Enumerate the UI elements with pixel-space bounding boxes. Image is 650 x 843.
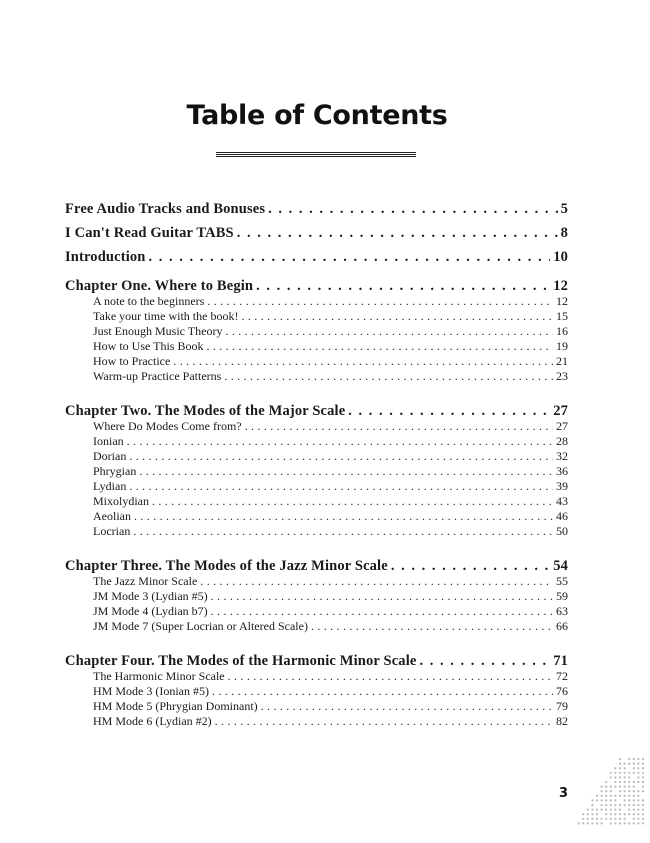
decorative-dot — [628, 813, 630, 815]
decorative-dot — [619, 786, 621, 788]
dot-leader — [152, 494, 553, 509]
toc-entry[interactable] — [65, 197, 568, 221]
decorative-dot — [642, 776, 644, 778]
toc-entry-label: Where Do Modes Come from? — [93, 419, 242, 433]
decorative-dot — [633, 772, 635, 774]
toc-entry-page: 59 — [556, 589, 568, 603]
decorative-dot — [582, 822, 584, 824]
toc-entry-label: The Jazz Minor Scale — [93, 574, 198, 588]
decorative-dot — [628, 786, 630, 788]
toc-entry-label: Aeolian — [93, 509, 131, 523]
decorative-dot — [587, 813, 589, 815]
decorative-dot — [610, 804, 612, 806]
decorative-dot — [614, 818, 616, 820]
toc-entry-label: Just Enough Music Theory — [93, 324, 223, 338]
decorative-dot — [614, 772, 616, 774]
decorative-dot — [637, 758, 639, 760]
decorative-dot — [591, 822, 593, 824]
toc-entry-label: Chapter One. Where to Begin — [65, 278, 254, 294]
decorative-dot — [637, 822, 639, 824]
toc-chapter-entry[interactable] — [65, 279, 568, 294]
dot-leader — [211, 589, 553, 604]
decorative-dot — [642, 799, 644, 801]
page-number: 3 — [559, 786, 569, 801]
decorative-dot — [628, 809, 630, 811]
decorative-dot — [642, 818, 644, 820]
toc-chapter-entry[interactable] — [65, 404, 568, 419]
decorative-dot — [610, 799, 612, 801]
decorative-dot — [582, 818, 584, 820]
toc-subentry[interactable] — [65, 604, 568, 619]
decorative-dot — [619, 772, 621, 774]
toc-entry-page: 32 — [556, 449, 568, 463]
toc-entry-page: 5 — [560, 201, 568, 217]
decorative-dot — [633, 799, 635, 801]
toc-entry-page: 23 — [556, 369, 568, 383]
decorative-dot — [596, 809, 598, 811]
dot-leader — [228, 669, 553, 684]
decorative-dot — [624, 786, 626, 788]
decorative-dot — [633, 822, 635, 824]
toc-subentry[interactable] — [65, 464, 568, 479]
decorative-dot — [637, 799, 639, 801]
toc-entry-page: 15 — [556, 309, 568, 323]
toc-entry-label: Dorian — [93, 449, 127, 463]
toc-entry-label: JM Mode 4 (Lydian b7) — [93, 604, 208, 618]
toc-subentry[interactable] — [65, 669, 568, 684]
toc-entry-label: JM Mode 3 (Lydian #5) — [93, 589, 208, 603]
toc-subentry[interactable] — [65, 354, 568, 369]
decorative-dot — [619, 776, 621, 778]
decorative-dot — [591, 804, 593, 806]
decorative-dot — [642, 813, 644, 815]
decorative-dot — [624, 799, 626, 801]
decorative-dot — [633, 804, 635, 806]
toc-entry-page: 16 — [556, 324, 568, 338]
toc-entry-page: 36 — [556, 464, 568, 478]
decorative-dot — [614, 786, 616, 788]
toc-entry-page: 66 — [556, 619, 568, 633]
decorative-dot — [633, 790, 635, 792]
dot-leader — [134, 509, 553, 524]
decorative-dot — [614, 776, 616, 778]
decorative-dot — [637, 790, 639, 792]
dot-leader — [215, 714, 553, 729]
toc-subentry[interactable] — [65, 419, 568, 434]
decorative-dot — [614, 781, 616, 783]
decorative-dot — [619, 781, 621, 783]
decorative-dot — [628, 795, 630, 797]
decorative-dot — [619, 790, 621, 792]
decorative-dot — [596, 795, 598, 797]
toc-entry-label: I Can't Read Guitar TABS — [65, 225, 234, 241]
toc-chapter-entry[interactable] — [65, 654, 568, 669]
toc-entry-label: Mixolydian — [93, 494, 149, 508]
toc-entry-label: Locrian — [93, 524, 131, 538]
dot-leader — [129, 479, 553, 494]
decorative-dot — [596, 822, 598, 824]
decorative-dot — [614, 813, 616, 815]
dot-leader — [261, 699, 553, 714]
toc-entry-page: 12 — [553, 278, 568, 294]
toc-subentry[interactable] — [65, 619, 568, 634]
dot-leader — [139, 464, 553, 479]
decorative-dot — [605, 809, 607, 811]
toc-subentry[interactable] — [65, 479, 568, 494]
toc-entry-page: 27 — [556, 419, 568, 433]
decorative-dot — [624, 772, 626, 774]
decorative-dot-pattern — [570, 755, 650, 830]
decorative-dot — [619, 763, 621, 765]
toc-entry-label: Phrygian — [93, 464, 137, 478]
decorative-dot — [628, 822, 630, 824]
decorative-dot — [642, 822, 644, 824]
decorative-dot — [624, 781, 626, 783]
decorative-dot — [624, 795, 626, 797]
toc-subentry[interactable] — [65, 589, 568, 604]
decorative-dot — [601, 790, 603, 792]
toc-entry[interactable] — [65, 245, 568, 269]
decorative-dot — [633, 767, 635, 769]
decorative-dot — [610, 772, 612, 774]
decorative-dot — [610, 795, 612, 797]
toc-entry-page: 10 — [553, 249, 568, 265]
decorative-dot — [619, 804, 621, 806]
toc-entry-label: HM Mode 3 (Ionian #5) — [93, 684, 209, 698]
toc-chapter-entry[interactable] — [65, 559, 568, 574]
decorative-dot — [628, 763, 630, 765]
decorative-dot — [637, 767, 639, 769]
toc-entry[interactable] — [65, 221, 568, 245]
decorative-dot — [610, 790, 612, 792]
dot-leader — [348, 404, 550, 419]
decorative-dot — [624, 776, 626, 778]
decorative-dot — [605, 818, 607, 820]
toc-subentry[interactable] — [65, 574, 568, 589]
decorative-dot — [614, 822, 616, 824]
decorative-dot — [642, 790, 644, 792]
decorative-dot — [633, 758, 635, 760]
dot-leader — [268, 197, 557, 221]
dot-leader — [129, 449, 553, 464]
toc-entry-page: 63 — [556, 604, 568, 618]
dot-leader — [311, 619, 553, 634]
page-title: Table of Contents — [186, 100, 448, 131]
toc-entry-label: The Harmonic Minor Scale — [93, 669, 225, 683]
decorative-dot — [614, 809, 616, 811]
toc-subentry[interactable] — [65, 309, 568, 324]
toc-subentry[interactable] — [65, 684, 568, 699]
toc-entry-page: 82 — [556, 714, 568, 728]
toc-entry-label: Take your time with the book! — [93, 309, 239, 323]
dot-leader — [256, 279, 550, 294]
dot-leader — [211, 604, 553, 619]
decorative-dot — [578, 822, 580, 824]
decorative-dot — [601, 818, 603, 820]
toc-subentry[interactable] — [65, 699, 568, 714]
decorative-dot — [601, 809, 603, 811]
toc-entry-page: 71 — [553, 653, 568, 669]
toc-subentry[interactable] — [65, 509, 568, 524]
decorative-dot — [610, 822, 612, 824]
decorative-dot — [628, 804, 630, 806]
toc-entry-page: 28 — [556, 434, 568, 448]
decorative-dot — [628, 758, 630, 760]
toc-subentry[interactable] — [65, 369, 568, 384]
toc-subentry[interactable] — [65, 714, 568, 729]
dot-leader — [241, 309, 553, 324]
decorative-dot — [591, 813, 593, 815]
decorative-dot — [587, 818, 589, 820]
decorative-dot — [628, 781, 630, 783]
decorative-dot — [614, 799, 616, 801]
toc-subentry[interactable] — [65, 434, 568, 449]
toc-entry-label: Warm-up Practice Patterns — [93, 369, 222, 383]
decorative-dot — [619, 767, 621, 769]
dot-leader — [224, 369, 553, 384]
decorative-dot — [605, 804, 607, 806]
toc-subentry[interactable] — [65, 324, 568, 339]
dot-leader — [391, 559, 550, 574]
toc-subentry[interactable] — [65, 524, 568, 539]
toc-entry-label: How to Use This Book — [93, 339, 204, 353]
decorative-dot — [624, 813, 626, 815]
decorative-dot — [628, 790, 630, 792]
toc-entry-label: Ionian — [93, 434, 124, 448]
decorative-dot — [601, 799, 603, 801]
decorative-dot — [633, 795, 635, 797]
decorative-dot — [591, 809, 593, 811]
decorative-dot — [601, 804, 603, 806]
decorative-dot — [601, 795, 603, 797]
decorative-dot — [619, 795, 621, 797]
decorative-dot — [642, 786, 644, 788]
dot-leader — [173, 354, 553, 369]
decorative-dot — [614, 804, 616, 806]
toc-entry-label: JM Mode 7 (Super Locrian or Altered Scale) — [93, 619, 308, 633]
toc-subentry[interactable] — [65, 294, 568, 309]
decorative-dot — [633, 786, 635, 788]
decorative-dot — [633, 809, 635, 811]
decorative-dot — [610, 776, 612, 778]
toc-entry-page: 21 — [556, 354, 568, 368]
toc-entry-label: How to Practice — [93, 354, 171, 368]
dot-leader — [207, 294, 553, 309]
decorative-dot — [596, 813, 598, 815]
decorative-dot — [637, 818, 639, 820]
decorative-dot — [628, 776, 630, 778]
decorative-dot — [591, 818, 593, 820]
decorative-dot — [637, 804, 639, 806]
decorative-dot — [624, 790, 626, 792]
dot-leader — [133, 524, 553, 539]
dot-leader — [225, 324, 553, 339]
decorative-dot — [633, 818, 635, 820]
toc-entry-page: 43 — [556, 494, 568, 508]
decorative-dot — [637, 776, 639, 778]
toc-entry-page: 72 — [556, 669, 568, 683]
decorative-dot — [619, 758, 621, 760]
decorative-dot — [633, 781, 635, 783]
toc-entry-label: A note to the beginners — [93, 294, 205, 308]
decorative-dot — [624, 818, 626, 820]
toc-entry-page: 50 — [556, 524, 568, 538]
decorative-dot — [633, 813, 635, 815]
decorative-dot — [637, 809, 639, 811]
toc-entry-label: Chapter Three. The Modes of the Jazz Minor Scale — [65, 558, 388, 574]
decorative-dot — [596, 818, 598, 820]
toc-entry-page: 39 — [556, 479, 568, 493]
toc-subentry[interactable] — [65, 494, 568, 509]
decorative-dot — [605, 813, 607, 815]
toc-entry-label: Chapter Two. The Modes of the Major Scale — [65, 403, 346, 419]
toc-entry-label: Introduction — [65, 249, 146, 265]
decorative-dot — [624, 804, 626, 806]
dot-leader — [237, 221, 558, 245]
dot-leader — [419, 654, 550, 669]
decorative-dot — [624, 767, 626, 769]
decorative-dot — [605, 790, 607, 792]
toc-entry-page: 76 — [556, 684, 568, 698]
decorative-dot — [605, 795, 607, 797]
decorative-dot — [601, 822, 603, 824]
decorative-dot — [637, 772, 639, 774]
toc-entry-page: 79 — [556, 699, 568, 713]
dot-leader — [149, 245, 551, 269]
decorative-dot — [605, 781, 607, 783]
decorative-dot — [619, 822, 621, 824]
decorative-dot — [637, 763, 639, 765]
toc-entry-page: 27 — [553, 403, 568, 419]
decorative-dot — [591, 799, 593, 801]
toc-entry-page: 54 — [553, 558, 568, 574]
dot-leader — [206, 339, 553, 354]
decorative-dot — [637, 781, 639, 783]
toc-subentry[interactable] — [65, 449, 568, 464]
toc-entry-page: 8 — [560, 225, 568, 241]
toc-entry-page: 46 — [556, 509, 568, 523]
dot-leader — [212, 684, 553, 699]
toc-entry-label: Free Audio Tracks and Bonuses — [65, 201, 266, 217]
toc-entry-label: HM Mode 6 (Lydian #2) — [93, 714, 212, 728]
decorative-dot — [605, 786, 607, 788]
decorative-dot — [605, 799, 607, 801]
decorative-dot — [628, 772, 630, 774]
decorative-dot — [633, 763, 635, 765]
dot-leader — [245, 419, 553, 434]
decorative-dot — [601, 786, 603, 788]
toc-entry-label: Lydian — [93, 479, 127, 493]
decorative-dot — [642, 758, 644, 760]
decorative-dot — [610, 786, 612, 788]
decorative-dot — [637, 813, 639, 815]
toc-entry-page: 12 — [556, 294, 568, 308]
decorative-dot — [637, 795, 639, 797]
decorative-dot — [619, 818, 621, 820]
decorative-dot — [587, 809, 589, 811]
toc-entry-page: 55 — [556, 574, 568, 588]
toc-entry-page: 19 — [556, 339, 568, 353]
decorative-dot — [642, 772, 644, 774]
decorative-dot — [596, 799, 598, 801]
toc-subentry[interactable] — [65, 339, 568, 354]
dot-leader — [200, 574, 553, 589]
decorative-dot — [610, 818, 612, 820]
decorative-dot — [642, 809, 644, 811]
decorative-dot — [587, 822, 589, 824]
decorative-dot — [624, 822, 626, 824]
decorative-dot — [624, 763, 626, 765]
decorative-dot — [582, 813, 584, 815]
decorative-dot — [642, 804, 644, 806]
dot-leader — [127, 434, 553, 449]
decorative-dot — [642, 767, 644, 769]
decorative-dot — [614, 767, 616, 769]
decorative-dot — [610, 809, 612, 811]
title-double-rule — [216, 152, 416, 157]
decorative-dot — [642, 781, 644, 783]
decorative-dot — [614, 795, 616, 797]
decorative-dot — [610, 813, 612, 815]
toc-entry-label: HM Mode 5 (Phrygian Dominant) — [93, 699, 258, 713]
table-of-contents — [65, 197, 568, 739]
decorative-dot — [619, 809, 621, 811]
decorative-dot — [619, 813, 621, 815]
decorative-dot — [642, 763, 644, 765]
toc-entry-label: Chapter Four. The Modes of the Harmonic Minor Scale — [65, 653, 417, 669]
decorative-dot — [628, 799, 630, 801]
